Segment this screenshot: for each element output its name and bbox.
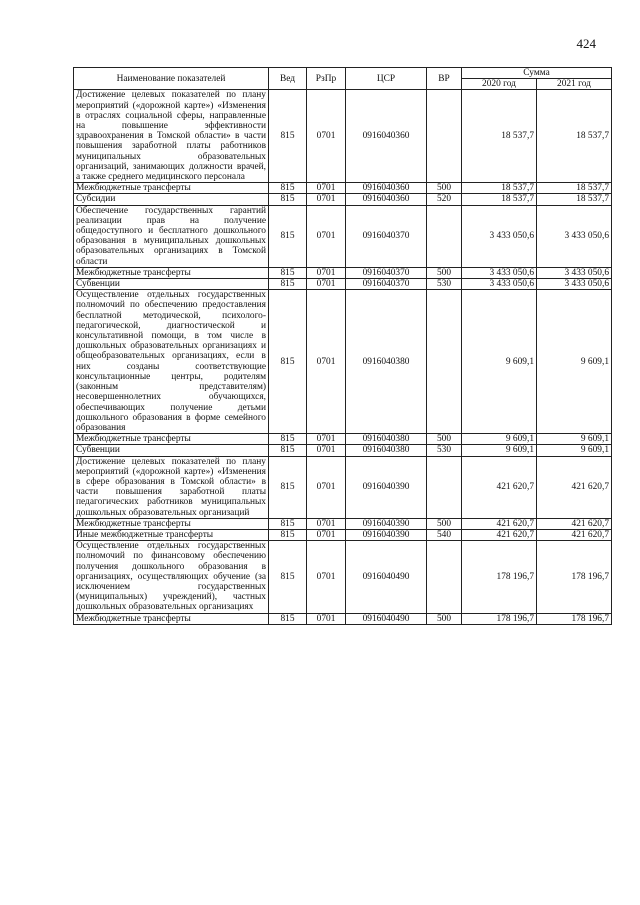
table-row bbox=[74, 434, 612, 445]
header-rzpr: РзПр bbox=[307, 68, 346, 90]
row-name: Достижение целевых показателей по плану мероприятий («дорожной карте») «Изменения в отраслях социальной сферы, направленные на повышение эффективности здравоохранения в Томской области» в части повышения заработной платы работников муниципальных образовательных организаций, занимающих должности врачей, а также среднего медицинского персонала bbox=[74, 90, 269, 183]
header-year-2021: 2021 год bbox=[537, 79, 612, 90]
row-name: Межбюджетные трансферты bbox=[74, 613, 269, 624]
row-rzpr: 0701 bbox=[307, 279, 346, 290]
row-rzpr: 0701 bbox=[307, 518, 346, 529]
row-name: Субсидии bbox=[74, 194, 269, 205]
row-ved: 815 bbox=[269, 205, 307, 267]
row-vr bbox=[427, 90, 462, 183]
row-ved: 815 bbox=[269, 279, 307, 290]
row-ved: 815 bbox=[269, 90, 307, 183]
row-name: Иные межбюджетные трансферты bbox=[74, 529, 269, 540]
table-row bbox=[74, 267, 612, 278]
row-sum-2020: 18 537,7 bbox=[462, 194, 537, 205]
table-row bbox=[74, 194, 612, 205]
row-sum-2020: 9 609,1 bbox=[462, 434, 537, 445]
row-name: Межбюджетные трансферты bbox=[74, 434, 269, 445]
row-rzpr: 0701 bbox=[307, 194, 346, 205]
row-csr: 0916040490 bbox=[346, 613, 427, 624]
row-sum-2021: 178 196,7 bbox=[537, 541, 612, 613]
header-vr: ВР bbox=[427, 68, 462, 90]
table-row bbox=[74, 183, 612, 194]
row-vr: 530 bbox=[427, 279, 462, 290]
row-vr bbox=[427, 205, 462, 267]
row-vr bbox=[427, 290, 462, 434]
row-rzpr: 0701 bbox=[307, 529, 346, 540]
row-sum-2021: 178 196,7 bbox=[537, 613, 612, 624]
row-ved: 815 bbox=[269, 445, 307, 456]
table-row bbox=[74, 529, 612, 540]
row-vr bbox=[427, 456, 462, 518]
row-vr: 500 bbox=[427, 613, 462, 624]
row-vr: 540 bbox=[427, 529, 462, 540]
table-row bbox=[74, 456, 612, 518]
row-name: Межбюджетные трансферты bbox=[74, 518, 269, 529]
budget-table bbox=[73, 67, 612, 625]
row-vr: 500 bbox=[427, 518, 462, 529]
header-csr: ЦСР bbox=[346, 68, 427, 90]
row-sum-2020: 421 620,7 bbox=[462, 456, 537, 518]
row-vr: 520 bbox=[427, 194, 462, 205]
row-rzpr: 0701 bbox=[307, 183, 346, 194]
header-year-2020: 2020 год bbox=[462, 79, 537, 90]
row-sum-2021: 421 620,7 bbox=[537, 456, 612, 518]
row-csr: 0916040380 bbox=[346, 434, 427, 445]
table-row bbox=[74, 613, 612, 624]
page-number: 424 bbox=[576, 36, 596, 51]
row-rzpr: 0701 bbox=[307, 434, 346, 445]
row-csr: 0916040380 bbox=[346, 290, 427, 434]
row-ved: 815 bbox=[269, 183, 307, 194]
row-csr: 0916040360 bbox=[346, 194, 427, 205]
row-ved: 815 bbox=[269, 194, 307, 205]
row-ved: 815 bbox=[269, 290, 307, 434]
row-ved: 815 bbox=[269, 434, 307, 445]
row-sum-2020: 3 433 050,6 bbox=[462, 279, 537, 290]
table-row bbox=[74, 290, 612, 434]
row-csr: 0916040360 bbox=[346, 90, 427, 183]
row-sum-2020: 3 433 050,6 bbox=[462, 267, 537, 278]
row-csr: 0916040490 bbox=[346, 541, 427, 613]
row-name: Достижение целевых показателей по плану мероприятий («дорожной карте») «Изменения в сфере образования в Томской области» в части повышения заработной платы педагогических работников муниципальных дошкольных образовательных организаций bbox=[74, 456, 269, 518]
row-vr bbox=[427, 541, 462, 613]
table-body bbox=[74, 90, 612, 624]
row-sum-2020: 9 609,1 bbox=[462, 290, 537, 434]
row-vr: 500 bbox=[427, 183, 462, 194]
row-sum-2021: 9 609,1 bbox=[537, 434, 612, 445]
table-row bbox=[74, 279, 612, 290]
row-sum-2021: 18 537,7 bbox=[537, 183, 612, 194]
row-ved: 815 bbox=[269, 456, 307, 518]
table-row bbox=[74, 90, 612, 183]
row-sum-2020: 421 620,7 bbox=[462, 529, 537, 540]
table-row bbox=[74, 445, 612, 456]
row-sum-2020: 9 609,1 bbox=[462, 445, 537, 456]
row-rzpr: 0701 bbox=[307, 541, 346, 613]
row-vr: 500 bbox=[427, 267, 462, 278]
row-sum-2020: 421 620,7 bbox=[462, 518, 537, 529]
row-rzpr: 0701 bbox=[307, 90, 346, 183]
row-vr: 500 bbox=[427, 434, 462, 445]
row-csr: 0916040370 bbox=[346, 205, 427, 267]
row-sum-2021: 421 620,7 bbox=[537, 529, 612, 540]
row-vr: 530 bbox=[427, 445, 462, 456]
row-sum-2020: 178 196,7 bbox=[462, 541, 537, 613]
row-sum-2021: 3 433 050,6 bbox=[537, 205, 612, 267]
row-sum-2021: 9 609,1 bbox=[537, 290, 612, 434]
row-sum-2021: 18 537,7 bbox=[537, 194, 612, 205]
header-name: Наименование показателей bbox=[74, 68, 269, 90]
row-sum-2020: 178 196,7 bbox=[462, 613, 537, 624]
row-ved: 815 bbox=[269, 541, 307, 613]
row-sum-2021: 3 433 050,6 bbox=[537, 279, 612, 290]
row-rzpr: 0701 bbox=[307, 267, 346, 278]
row-rzpr: 0701 bbox=[307, 613, 346, 624]
row-csr: 0916040380 bbox=[346, 445, 427, 456]
header-ved: Вед bbox=[269, 68, 307, 90]
row-sum-2021: 18 537,7 bbox=[537, 90, 612, 183]
row-rzpr: 0701 bbox=[307, 456, 346, 518]
row-rzpr: 0701 bbox=[307, 205, 346, 267]
row-name: Межбюджетные трансферты bbox=[74, 267, 269, 278]
table-row bbox=[74, 541, 612, 613]
row-sum-2021: 421 620,7 bbox=[537, 518, 612, 529]
row-csr: 0916040360 bbox=[346, 183, 427, 194]
row-name: Межбюджетные трансферты bbox=[74, 183, 269, 194]
table-row bbox=[74, 518, 612, 529]
row-rzpr: 0701 bbox=[307, 290, 346, 434]
row-name: Обеспечение государственных гарантий реализации прав на получение общедоступного и бесплатного дошкольного образования в муниципальных дошкольных образовательных организациях в Томской области bbox=[74, 205, 269, 267]
row-csr: 0916040390 bbox=[346, 456, 427, 518]
row-name: Осуществление отдельных государственных полномочий по обеспечению предоставления бесплатной методической, психолого-педагогической, диагностической и консультативной помощи, в том числе в дошкольных образовательных организациях и общеобразовательных организациях, если в них созданы соответствующие консультационные центры, родителям (законным представителям) несовершеннолетних обучающихся, обеспечивающих получение детьми дошкольного образования в форме семейного образования bbox=[74, 290, 269, 434]
row-csr: 0916040390 bbox=[346, 529, 427, 540]
row-ved: 815 bbox=[269, 613, 307, 624]
row-name: Субвенции bbox=[74, 279, 269, 290]
row-rzpr: 0701 bbox=[307, 445, 346, 456]
row-name: Осуществление отдельных государственных полномочий по финансовому обеспечению получения дошкольного образования в организациях, осуществляющих обучение (за исключением государственных (муниципальных) учреждений), частных дошкольных образовательных организациях bbox=[74, 541, 269, 613]
row-sum-2020: 18 537,7 bbox=[462, 183, 537, 194]
row-sum-2021: 3 433 050,6 bbox=[537, 267, 612, 278]
table-row bbox=[74, 205, 612, 267]
row-sum-2020: 18 537,7 bbox=[462, 90, 537, 183]
row-csr: 0916040370 bbox=[346, 279, 427, 290]
row-sum-2020: 3 433 050,6 bbox=[462, 205, 537, 267]
row-name: Субвенции bbox=[74, 445, 269, 456]
row-csr: 0916040370 bbox=[346, 267, 427, 278]
row-ved: 815 bbox=[269, 267, 307, 278]
header-sum: Сумма bbox=[462, 68, 612, 79]
row-sum-2021: 9 609,1 bbox=[537, 445, 612, 456]
row-ved: 815 bbox=[269, 518, 307, 529]
row-ved: 815 bbox=[269, 529, 307, 540]
row-csr: 0916040390 bbox=[346, 518, 427, 529]
